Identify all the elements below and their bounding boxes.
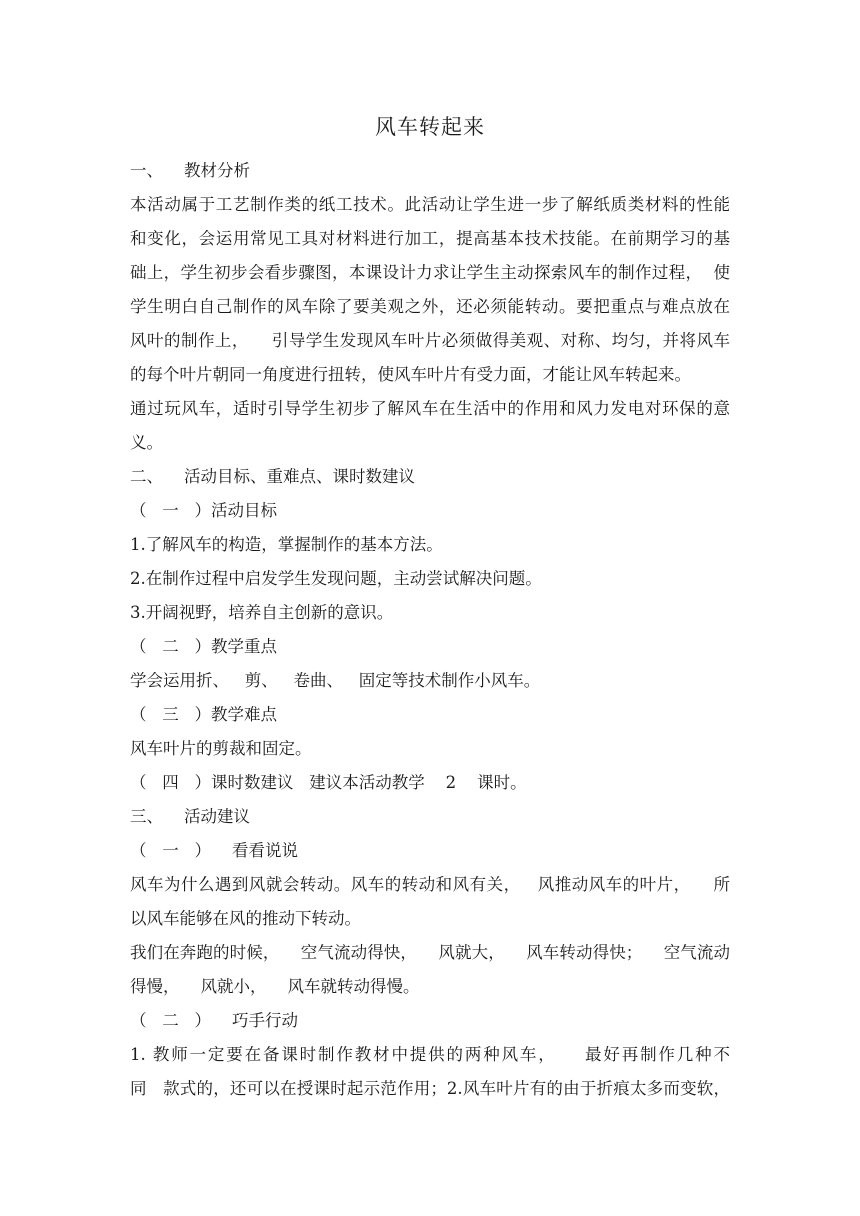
text-line: 三、 活动建议 (130, 807, 250, 826)
text-line: 同 款式的，还可以在授课时起示范作用；2.风车叶片有的由于折痕太多而变软， (130, 1079, 730, 1098)
text-line: 风车叶片的剪裁和固定。 (130, 739, 312, 758)
text-line: （ 三 ）教学难点 (130, 705, 277, 724)
text-line: 学生明白自己制作的风车除了要美观之外，还必须能转动。要把重点与难点放在 (130, 297, 730, 316)
text-line: 3.开阔视野，培养自主创新的意识。 (130, 603, 394, 622)
text-line: 通过玩风车，适时引导学生初步了解风车在生活中的作用和风力发电对环保的意 (130, 399, 730, 418)
text-line: 学会运用折、 剪、 卷曲、 固定等技术制作小风车。 (130, 671, 541, 690)
document-title: 风车转起来 (375, 115, 485, 139)
text-line: （ 二 ） 巧手行动 (130, 1011, 298, 1030)
text-line: 我们在奔跑的时候， 空气流动得快， 风就大， 风车转动得快； 空气流动 (130, 943, 730, 962)
text-line: 1.了解风车的构造，掌握制作的基本方法。 (130, 535, 443, 554)
text-line: （ 二 ）教学重点 (130, 637, 277, 656)
text-line: （ 一 ） 看看说说 (130, 841, 298, 860)
text-line: 础上，学生初步会看步骤图，本课设计力求让学生主动探索风车的制作过程， 使 (130, 263, 730, 282)
text-line: 2.在制作过程中启发学生发现问题，主动尝试解决问题。 (130, 569, 542, 588)
text-line: （ 一 ）活动目标 (130, 501, 277, 520)
text-line: 风叶的制作上， 引导学生发现风车叶片必须做得美观、对称、均匀，并将风车 (130, 331, 730, 350)
text-line: 本活动属于工艺制作类的纸工技术。此活动让学生进一步了解纸质类材料的性能 (130, 195, 730, 214)
text-line: 以风车能够在风的推动下转动。 (130, 909, 361, 928)
text-line: 得慢， 风就小， 风车就转动得慢。 (130, 977, 420, 996)
text-line: 1. 教师一定要在备课时制作教材中提供的两种风车， 最好再制作几种不 (130, 1045, 730, 1064)
text-line: 二、 活动目标、重难点、课时数建议 (130, 467, 415, 486)
text-line: （ 四 ）课时数建议 建议本活动教学 2 课时。 (130, 773, 527, 792)
document-body (130, 154, 730, 1106)
text-line: 义。 (130, 433, 163, 452)
text-line: 的每个叶片朝同一角度进行扭转，使风车叶片有受力面，才能让风车转起来。 (130, 365, 691, 384)
text-line: 和变化，会运用常见工具对材料进行加工，提高基本技术技能。在前期学习的基 (130, 229, 730, 248)
text-line: 一、 教材分析 (130, 161, 250, 180)
text-line: 风车为什么遇到风就会转动。风车的转动和风有关， 风推动风车的叶片， 所 (130, 875, 730, 894)
